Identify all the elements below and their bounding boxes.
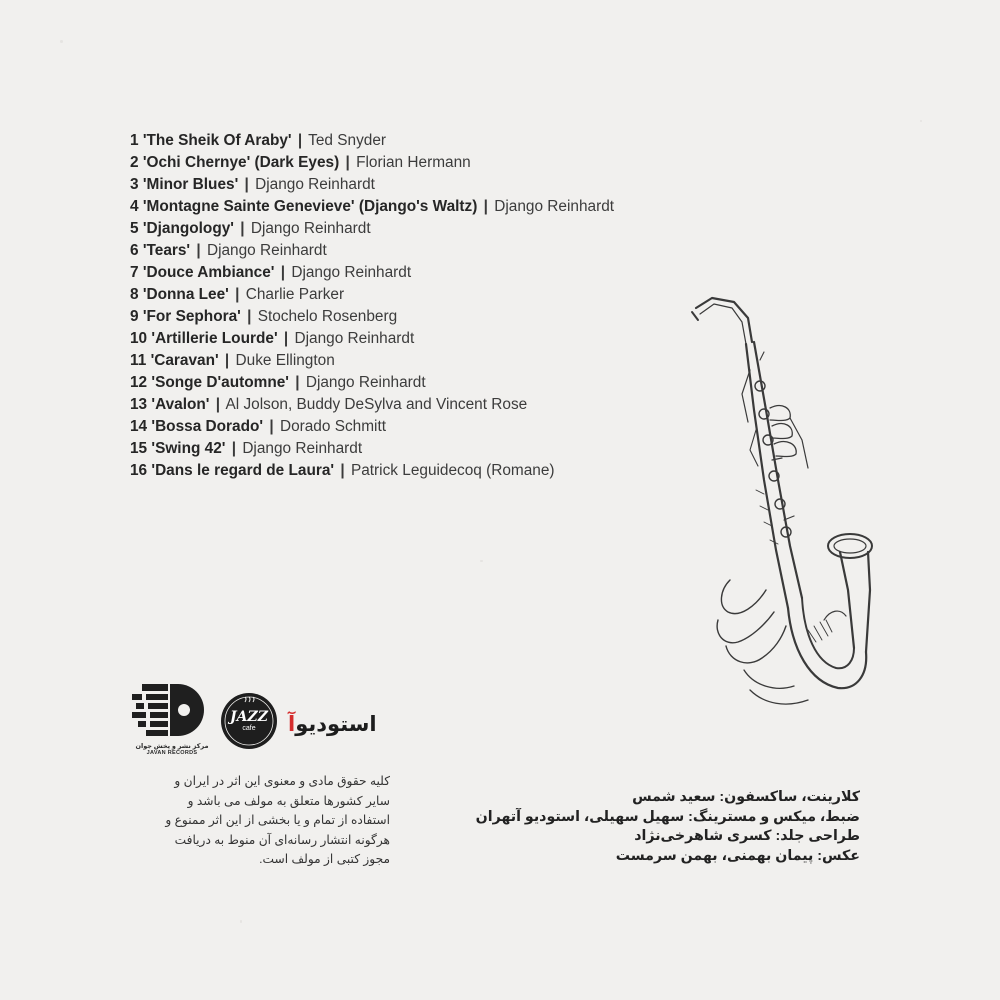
track-artist: Florian Hermann xyxy=(356,154,471,171)
credit-line: ضبط، میکس و مسترینگ: سهیل سهیلی، استودیو آتهران xyxy=(475,808,860,825)
track-separator: | xyxy=(340,462,345,479)
copyright-line: هرگونه انتشار رسانه‌ای آن منوط به دریافت xyxy=(174,832,390,847)
track-artist: Django Reinhardt xyxy=(291,264,412,281)
track-item xyxy=(130,152,614,174)
track-artist: Duke Ellington xyxy=(235,352,335,369)
track-artist: Django Reinhardt xyxy=(255,176,375,193)
track-item xyxy=(130,394,614,416)
track-title: 'Artillerie Lourde' xyxy=(151,330,278,347)
track-item xyxy=(130,438,614,460)
credit-line: کلارینت، ساکسفون: سعید شمس xyxy=(632,789,860,805)
track-item xyxy=(130,174,614,196)
track-artist: Django Reinhardt xyxy=(206,242,327,259)
track-number: 1 xyxy=(130,132,139,149)
track-number: 3 xyxy=(130,176,139,193)
track-separator: | xyxy=(483,198,488,215)
track-title: 'Minor Blues' xyxy=(142,176,239,193)
track-title: 'Bossa Dorado' xyxy=(151,418,264,435)
track-separator: | xyxy=(269,418,274,435)
track-artist: Patrick Leguidecoq (Romane) xyxy=(350,462,555,479)
copyright-line: سایر کشورها متعلق به مولف می باشد و xyxy=(187,793,390,808)
logo-row xyxy=(128,680,377,760)
track-item xyxy=(130,240,614,262)
track-number: 9 xyxy=(130,308,139,325)
track-title: 'Tears' xyxy=(142,242,191,259)
tracklist xyxy=(130,130,614,482)
track-separator: | xyxy=(244,176,249,193)
paper-texture xyxy=(480,560,483,562)
track-artist: Django Reinhardt xyxy=(494,198,615,215)
track-item xyxy=(130,350,614,372)
track-artist: Stochelo Rosenberg xyxy=(257,308,398,325)
track-number: 10 xyxy=(130,330,148,347)
track-separator: | xyxy=(215,396,221,413)
track-number: 2 xyxy=(130,154,139,171)
track-number: 5 xyxy=(130,220,139,237)
track-separator: | xyxy=(280,264,286,281)
track-title: 'Dans le regard de Laura' xyxy=(151,462,335,479)
track-number: 14 xyxy=(130,418,148,435)
track-artist: Dorado Schmitt xyxy=(279,418,387,435)
track-separator: | xyxy=(235,286,240,303)
track-item xyxy=(130,284,614,306)
track-title: 'Ochi Chernye' (Dark Eyes) xyxy=(142,154,340,171)
copyright-line: استفاده از تمام و یا بخشی از این اثر ممنوع و xyxy=(165,813,390,827)
track-title: 'Songe D'automne' xyxy=(151,374,289,391)
track-artist: Charlie Parker xyxy=(245,286,345,303)
credit-line: طراحی جلد: کسری شاهرخی‌نژاد xyxy=(634,828,860,844)
track-number: 12 xyxy=(130,374,148,391)
track-title: 'Djangology' xyxy=(142,220,234,237)
track-separator: | xyxy=(345,154,350,171)
track-separator: | xyxy=(297,132,303,149)
paper-texture xyxy=(60,40,63,43)
track-title: 'For Sephora' xyxy=(142,308,241,325)
track-item xyxy=(130,130,614,152)
track-separator: | xyxy=(240,220,245,237)
track-artist: Django Reinhardt xyxy=(242,440,363,457)
track-item xyxy=(130,218,614,240)
track-number: 16 xyxy=(130,462,148,479)
track-artist: Ted Snyder xyxy=(308,132,387,149)
track-number: 7 xyxy=(130,264,139,281)
paper-texture xyxy=(240,920,242,923)
track-separator: | xyxy=(196,242,201,259)
track-item xyxy=(130,262,614,284)
copyright-line: کلیه حقوق مادی و معنوی این اثر در ایران و xyxy=(174,774,390,788)
track-number: 8 xyxy=(130,286,139,303)
track-item xyxy=(130,328,614,350)
track-title: 'Avalon' xyxy=(151,396,210,413)
track-number: 15 xyxy=(130,440,148,457)
track-item xyxy=(130,196,614,218)
track-title: 'Donna Lee' xyxy=(142,286,229,303)
track-item xyxy=(130,306,614,328)
studio-logo-text: استودیو xyxy=(295,713,377,736)
track-title: 'Caravan' xyxy=(150,352,219,369)
track-item xyxy=(130,416,614,438)
track-artist: Django Reinhardt xyxy=(250,220,371,237)
paper-texture xyxy=(920,120,922,122)
track-title: 'Montagne Sainte Genevieve' (Django's Waltz) xyxy=(142,198,478,215)
track-number: 11 xyxy=(130,352,147,369)
track-item xyxy=(130,372,614,394)
track-artist: Django Reinhardt xyxy=(294,330,415,347)
track-number: 6 xyxy=(130,242,139,259)
track-separator: | xyxy=(224,352,230,369)
track-separator: | xyxy=(247,308,252,325)
track-separator: | xyxy=(283,330,289,347)
javan-logo-english: JAVAN RECORDS xyxy=(146,750,198,756)
studio-a-logo xyxy=(288,712,377,737)
track-title: 'Douce Ambiance' xyxy=(142,264,275,281)
jazz-logo-subtext: cafe xyxy=(242,725,256,732)
javan-logo-persian: مرکز نشر و پخش جوان xyxy=(135,743,209,750)
track-number: 4 xyxy=(130,198,139,215)
credit-line: عکس: پیمان بهمنی، بهمن سرمست xyxy=(615,847,860,864)
track-title: 'The Sheik Of Araby' xyxy=(142,132,292,149)
track-number: 13 xyxy=(130,396,148,413)
track-item xyxy=(130,460,614,482)
track-separator: | xyxy=(231,440,237,457)
track-title: 'Swing 42' xyxy=(151,440,226,457)
copyright-line: مجوز کتبی از مولف است. xyxy=(259,852,390,866)
copyright-notice xyxy=(128,772,390,870)
saxophone-sketch-icon xyxy=(690,290,880,710)
track-artist: Al Jolson, Buddy DeSylva and Vincent Rose xyxy=(225,396,528,413)
track-separator: | xyxy=(295,374,300,391)
jazz-logo-text: JAZZ xyxy=(230,709,268,725)
track-artist: Django Reinhardt xyxy=(305,374,426,391)
studio-logo-accent: آ xyxy=(288,713,296,736)
credits-block xyxy=(440,788,860,866)
